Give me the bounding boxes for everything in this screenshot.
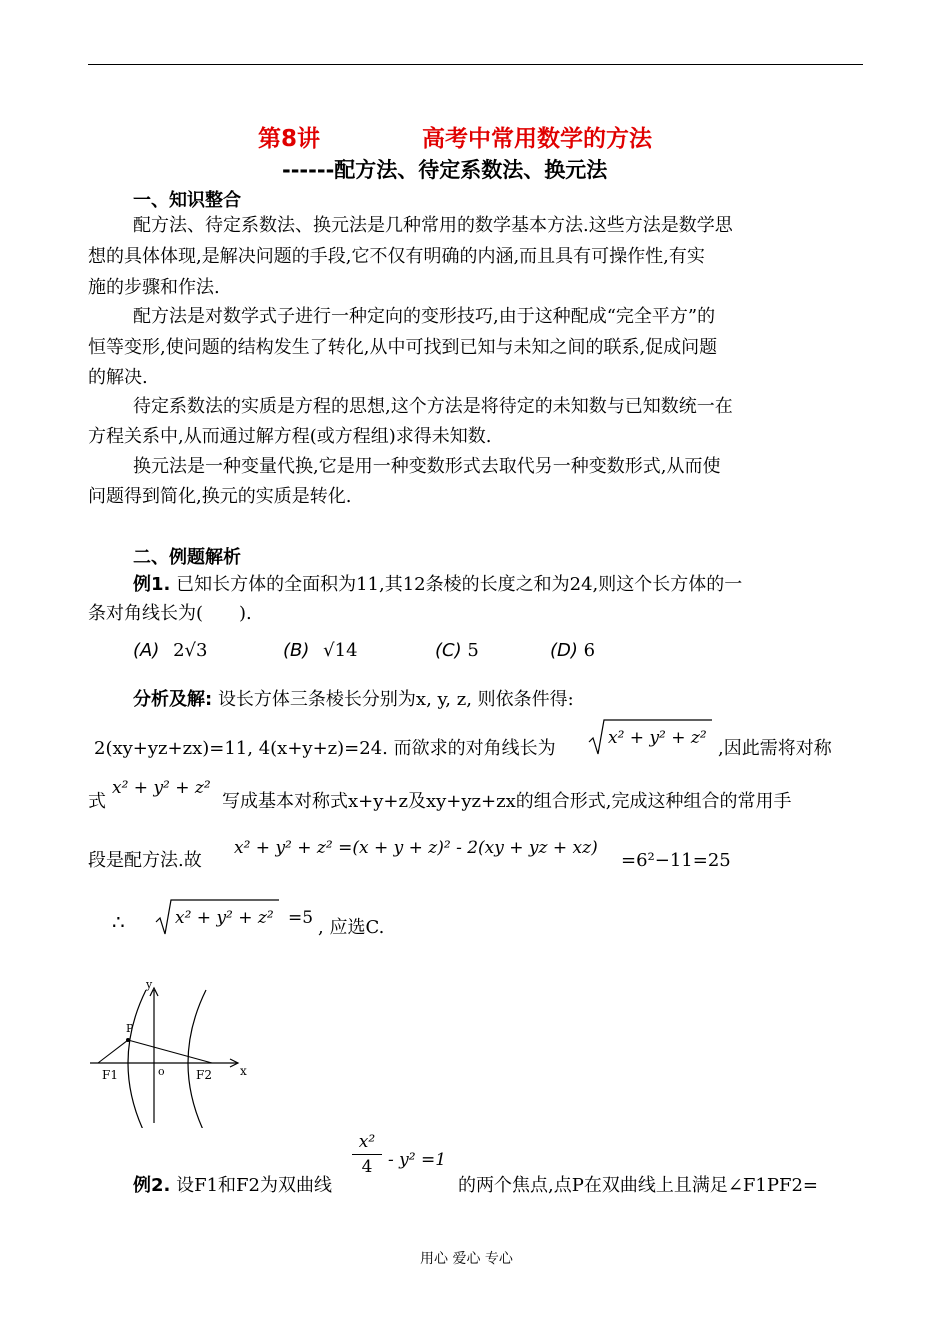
example2-text: 设F1和F2为双曲线 [176,1175,332,1196]
fraction: x² 4 [352,1132,382,1177]
conclusion-text: , 应选C. [318,917,385,938]
origin-label: o [158,1065,165,1078]
hyperbola-graph [88,978,258,1128]
math-expression: x² + y² + z² =(x + y + z)² - 2(xy + yz + xz) [234,838,598,858]
analysis-label: 分析及解: [133,689,213,710]
option-b: (B) √14 [283,640,358,661]
y-axis-label: y [146,978,153,991]
f1-label: F1 [102,1068,118,1082]
option-a: (A) 2√3 [133,640,208,661]
analysis-line2-b: ,因此需将对称 [718,738,832,759]
analysis-text: 设长方体三条棱长分别为x, y, z, 则依条件得: [217,689,574,710]
analysis-line3-b: 写成基本对称式x+y+z及xy+yz+zx的组合形式,完成这种组合的常用手 [222,791,792,812]
paragraph-line: 问题得到简化,换元的实质是转化. [88,486,352,507]
paragraph-line: 想的具体体现,是解决问题的手段,它不仅有明确的内涵,而且具有可操作性,有实 [88,246,705,267]
x-axis-label: x [240,1064,247,1078]
sqrt-expression-1: x² + y² + z² [588,718,712,756]
page-title: 高考中常用数学的方法 [422,126,652,152]
segment-f1p [98,1040,128,1063]
paragraph-line: 施的步骤和作法. [88,277,220,298]
example1-label: 例1. [133,574,171,595]
segment-pf2 [128,1040,212,1063]
section-heading-knowledge: 一、知识整合 [133,190,241,211]
analysis-line [133,684,574,715]
example2-text-b: 的两个焦点,点P在双曲线上且满足∠F1PF2= [458,1175,818,1196]
therefore-symbol: ∴ [112,910,125,934]
paragraph-line: 的解决. [88,367,148,388]
page-subtitle: ------配方法、待定系数法、换元法 [282,158,608,182]
paragraph-line: 配方法、待定系数法、换元法是几种常用的数学基本方法.这些方法是数学思 [133,215,733,236]
option-c: (C) 5 [435,640,479,661]
paragraph-line: 恒等变形,使问题的结构发生了转化,从中可找到已知与未知之间的联系,促成问题 [88,337,718,358]
math-expression: - y² =1 [388,1150,447,1170]
example1-text: 已知长方体的全面积为11,其12条棱的长度之和为24,则这个长方体的一 [176,574,743,595]
header-rule [88,64,863,65]
analysis-line3-a: 式 [88,791,106,812]
sqrt-expression-2: x² + y² + z² [155,898,285,936]
point-p [126,1038,130,1042]
example1-text-cont: 条对角线长为( ). [88,603,252,624]
left-branch [128,990,146,1128]
p-label: P [126,1022,134,1035]
hyperbola-figure [88,978,258,1128]
option-d: (D) 6 [550,640,596,661]
f2-label: F2 [196,1068,212,1082]
paragraph-line: 方程关系中,从而通过解方程(或方程组)求得未知数. [88,426,492,447]
paragraph-line: 配方法是对数学式子进行一种定向的变形技巧,由于这种配成“完全平方”的 [133,306,716,327]
example2-label: 例2. [133,1175,171,1196]
paragraph-line: 换元法是一种变量代换,它是用一种变数形式去取代另一种变数形式,从而使 [133,456,721,477]
paragraph-line: 待定系数法的实质是方程的思想,这个方法是将待定的未知数与已知数统一在 [133,396,733,417]
analysis-line4-b: =6²−11=25 [621,850,731,871]
conclusion-equals: =5 [288,908,314,928]
analysis-line4-a: 段是配方法.故 [88,850,202,871]
analysis-line2-a: 2(xy+yz+zx)=11, 4(x+y+z)=24. 而欲求的对角线长为 [94,738,556,759]
page-footer: 用心 爱心 专心 [420,1251,513,1267]
lecture-number: 第8讲 [258,126,321,152]
section-heading-examples: 二、例题解析 [133,547,241,568]
example2-line [133,1170,332,1201]
example1-line [133,569,742,600]
math-expression: x² + y² + z² [112,778,211,798]
